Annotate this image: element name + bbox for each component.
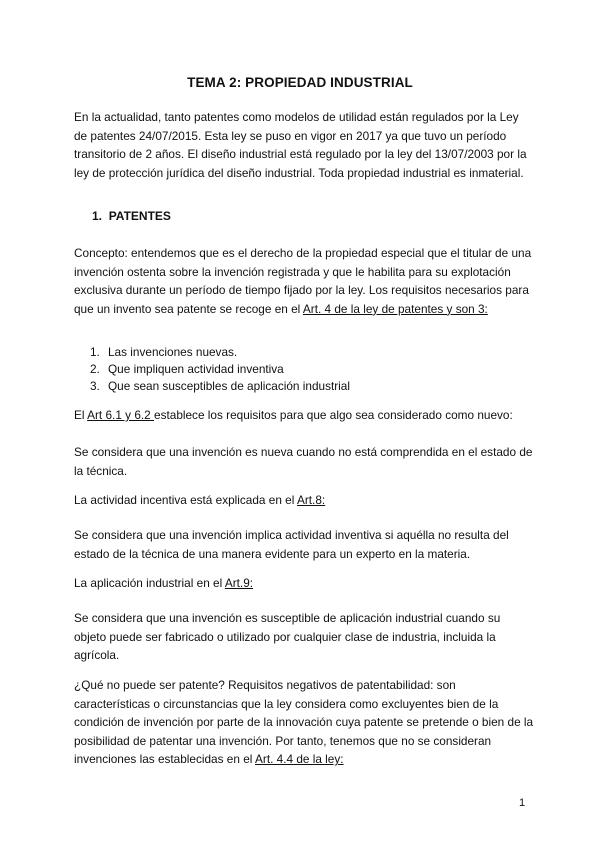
inventiva-text: Se considera que una invención implica actividad inventiva si aquélla no resulta del estado de la técnica de una manera evidente para un experto en la materia. <box>74 528 509 561</box>
art9-link[interactable]: Art.9: <box>224 576 254 590</box>
page-title: TEMA 2: PROPIEDAD INDUSTRIAL <box>187 75 413 90</box>
negativos-paragraph <box>74 676 534 769</box>
list-number: 1. <box>90 345 100 359</box>
list-text: Que sean susceptibles de aplicación industrial <box>108 379 350 393</box>
art8-pre: La actividad incentiva está explicada en el <box>74 493 297 507</box>
art4-link[interactable]: Art. 4 de la ley de patentes y son 3: <box>302 301 488 316</box>
concepto-paragraph <box>74 244 534 318</box>
art44-link[interactable]: Art. 4.4 de la ley: <box>255 752 344 767</box>
art61-paragraph <box>74 406 534 425</box>
aplicacion-text: Se considera que una invención es susceptible de aplicación industrial cuando su objeto puede ser fabricado o utilizado por cualquier clase de industria, incluida la agrícola. <box>74 611 501 663</box>
aplicacion-paragraph <box>74 609 534 665</box>
requisitos-list <box>74 344 514 395</box>
section-number: 1. <box>92 209 103 223</box>
list-text: Las invenciones nuevas. <box>108 345 238 359</box>
concepto-text: Concepto: entendemos que es el derecho de la propiedad especial que el titular de una invención ostenta sobre la invención registrada y que le habilita para su explotación exclusiva durante un período de tiempo fijado por la ley. Los requisitos necesarios para que un invento sea patente se recoge en el <box>74 246 532 316</box>
section-title: PATENTES <box>108 209 171 223</box>
list-item <box>74 361 514 378</box>
intro-text: En la actualidad, tanto patentes como modelos de utilidad están regulados por la Ley de patentes 24/07/2015. Esta ley se puso en vigor en 2017 ya que tuvo un período transitorio de 2 años. El diseño industrial está regulado por la ley del 13/07/2003 por la ley de protección jurídica del diseño industrial. Toda propiedad industrial es inmaterial. <box>74 110 527 180</box>
inventiva-paragraph <box>74 526 534 563</box>
list-item <box>74 344 514 361</box>
section-heading-patentes <box>92 209 171 223</box>
list-text: Que impliquen actividad inventiva <box>108 362 284 376</box>
art61-pre: El <box>74 408 88 422</box>
list-number: 3. <box>90 379 100 393</box>
art9-pre: La aplicación industrial en el <box>74 576 225 590</box>
art8-paragraph <box>74 491 534 510</box>
novedad-paragraph <box>74 443 534 480</box>
art61-post: establece los requisitos para que algo sea considerado como nuevo: <box>154 408 513 422</box>
intro-paragraph <box>74 108 534 182</box>
art9-paragraph <box>74 574 534 593</box>
negativos-text: ¿Qué no puede ser patente? Requisitos negativos de patentabilidad: son características o circunstancias que la ley considera como excluyentes bien de la condición de invención por parte de la innovación cuya patente se pretende o bien de la posibilidad de patentar una invención. Por tanto, tenemos que no se consideran invenciones las establecidas en el <box>74 678 534 767</box>
list-number: 2. <box>90 362 100 376</box>
art61-link[interactable]: Art 6.1 y 6.2 <box>87 408 155 422</box>
art8-link[interactable]: Art.8: <box>296 493 326 507</box>
list-item <box>74 378 514 395</box>
novedad-text: Se considera que una invención es nueva cuando no está comprendida en el estado de la técnica. <box>74 445 533 478</box>
page-number: 1 <box>519 797 526 809</box>
